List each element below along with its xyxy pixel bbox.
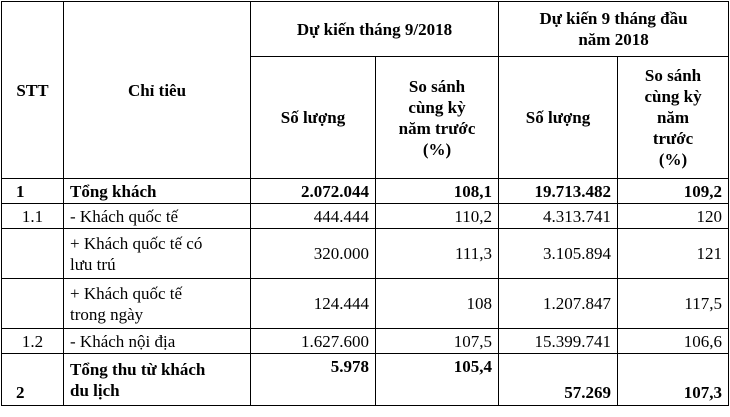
table-row — [2, 229, 729, 279]
row-ytd-pct: 120 — [618, 204, 729, 229]
row-ytd-qty: 4.313.741 — [499, 204, 618, 229]
row-label — [64, 279, 251, 329]
header-ytd-so-sanh-line: trước — [652, 129, 694, 148]
header-ytd-so-sanh — [618, 57, 729, 179]
row-month-pct: 108,1 — [376, 179, 499, 204]
row-label-line: du lịch — [70, 380, 120, 400]
header-group-ytd-line2: năm 2018 — [578, 30, 649, 49]
header-month-so-sanh-line: năm trước — [398, 118, 476, 138]
row-ytd-qty: 19.713.482 — [499, 179, 618, 204]
header-group-month: Dự kiến tháng 9/2018 — [251, 2, 499, 57]
row-ytd-qty: 57.269 — [499, 354, 618, 406]
row-label — [64, 354, 251, 406]
header-ytd-so-sanh-line: năm — [656, 108, 690, 127]
row-month-pct: 111,3 — [376, 229, 499, 279]
header-ytd-so-sanh-line: So sánh — [644, 66, 702, 85]
row-label: - Khách quốc tế — [64, 204, 251, 229]
row-label: - Khách nội địa — [64, 329, 251, 354]
row-month-pct: 110,2 — [376, 204, 499, 229]
row-month-pct: 107,5 — [376, 329, 499, 354]
row-ytd-pct: 109,2 — [618, 179, 729, 204]
row-ytd-pct: 106,6 — [618, 329, 729, 354]
row-month-qty: 1.627.600 — [251, 329, 376, 354]
row-stt: 1.2 — [2, 329, 64, 354]
row-label-line: + Khách quốc tế — [70, 283, 183, 303]
table-row — [2, 179, 729, 204]
row-month-qty: 444.444 — [251, 204, 376, 229]
row-ytd-pct: 117,5 — [618, 279, 729, 329]
row-label-line: Tổng thu từ khách — [70, 359, 206, 379]
header-month-so-luong: Số lượng — [251, 57, 376, 179]
table-row — [2, 279, 729, 329]
table-row — [2, 329, 729, 354]
row-month-qty: 124.444 — [251, 279, 376, 329]
row-label-line: lưu trú — [70, 254, 116, 274]
row-label — [64, 229, 251, 279]
row-month-qty: 2.072.044 — [251, 179, 376, 204]
row-label-line: trong ngày — [70, 304, 144, 324]
row-month-qty: 5.978 — [251, 354, 376, 406]
row-stt — [2, 279, 64, 329]
row-stt: 1.1 — [2, 204, 64, 229]
row-month-pct: 108 — [376, 279, 499, 329]
row-ytd-qty: 1.207.847 — [499, 279, 618, 329]
header-chi-tieu: Chỉ tiêu — [64, 2, 251, 179]
header-month-so-sanh — [376, 57, 499, 179]
row-stt: 1 — [2, 179, 64, 204]
row-ytd-pct: 121 — [618, 229, 729, 279]
header-ytd-so-luong: Số lượng — [499, 57, 618, 179]
header-month-so-sanh-line: So sánh — [408, 76, 466, 96]
table-row — [2, 354, 729, 406]
header-ytd-so-sanh-line: (%) — [658, 150, 688, 169]
header-stt: STT — [2, 2, 64, 179]
header-ytd-so-sanh-line: cùng kỳ — [644, 87, 702, 106]
row-stt — [2, 229, 64, 279]
row-ytd-qty: 15.399.741 — [499, 329, 618, 354]
row-label: Tổng khách — [64, 179, 251, 204]
tourism-statistics-table — [1, 1, 729, 406]
header-month-so-sanh-line: cùng kỳ — [408, 97, 466, 117]
row-stt: 2 — [2, 354, 64, 406]
row-label-line: + Khách quốc tế có — [70, 233, 203, 253]
header-group-ytd — [499, 2, 729, 57]
row-ytd-qty: 3.105.894 — [499, 229, 618, 279]
row-ytd-pct: 107,3 — [618, 354, 729, 406]
table-row — [2, 204, 729, 229]
row-month-pct: 105,4 — [376, 354, 499, 406]
header-month-so-sanh-line: (%) — [422, 139, 452, 159]
row-month-qty: 320.000 — [251, 229, 376, 279]
header-group-ytd-line1: Dự kiến 9 tháng đầu — [539, 9, 688, 28]
